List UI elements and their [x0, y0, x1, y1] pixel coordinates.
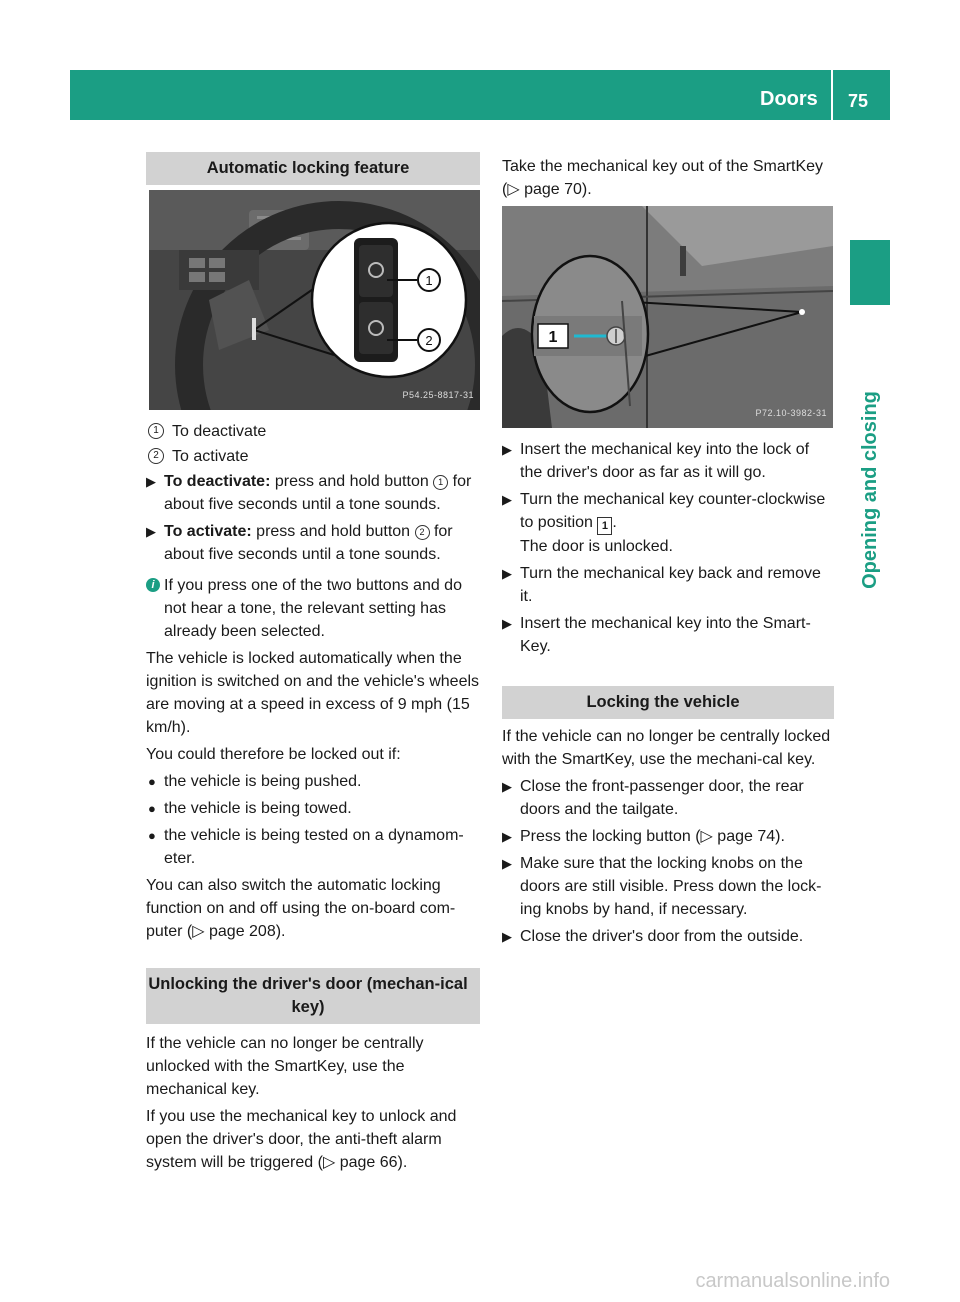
left-column-body — [146, 420, 480, 947]
section-heading-unlocking: Unlocking the driver's door (mechan-ical key) — [146, 968, 480, 1024]
step-arrow-icon: ▶ — [502, 856, 512, 871]
step-result: The door is unlocked. — [520, 538, 673, 555]
list-item: ● the vehicle is being tested on a dynamom-eter. — [146, 824, 480, 870]
section-heading-automatic-locking: Automatic locking feature — [146, 152, 480, 185]
section-heading-locking: Locking the vehicle — [502, 686, 834, 719]
step-arrow-icon: ▶ — [502, 829, 512, 844]
left-column — [146, 152, 480, 185]
paragraph: If you use the mechanical key to unlock and open the driver's door, the anti-theft alarm system will be triggered (▷ page 66). — [146, 1108, 457, 1171]
legend-item: 2 To activate — [146, 445, 480, 468]
photo-code: P72.10-3982-31 — [755, 408, 827, 418]
step-arrow-icon: ▶ — [502, 779, 512, 794]
side-tab-label: Opening and closing — [858, 391, 881, 589]
paragraph: Take the mechanical key out of the SmartKey (▷ page 70). — [502, 158, 824, 198]
instruction-step: ▶ Close the driver's door from the outside. — [502, 925, 834, 948]
photo-door-lock — [502, 206, 833, 428]
legend-item: 1 To deactivate — [146, 420, 480, 443]
legend-number: 2 — [148, 448, 164, 464]
instruction-step: ▶ To deactivate: press and hold button 1 for about five seconds until a tone sounds. — [146, 470, 480, 516]
inline-number: 1 — [433, 475, 448, 490]
step-arrow-icon: ▶ — [502, 442, 512, 457]
instruction-step: ▶ Insert the mechanical key into the lock of the driver's door as far as it will go. — [502, 438, 834, 484]
instruction-step: ▶ Insert the mechanical key into the Smart-Key. — [502, 612, 834, 658]
paragraph: You can also switch the automatic locking function on and off using the on-board com-puter (▷ page 208). — [146, 877, 456, 940]
section-title-doors: Doors — [760, 88, 818, 110]
list-item: ● the vehicle is being pushed. — [146, 770, 480, 793]
callout-1: 1 — [548, 329, 558, 346]
step-arrow-icon: ▶ — [502, 492, 512, 507]
right-column-steps — [502, 438, 834, 662]
instruction-step: ▶ Press the locking button (▷ page 74). — [502, 825, 834, 848]
photo-code: P54.25-8817-31 — [402, 390, 474, 400]
step-arrow-icon: ▶ — [502, 929, 512, 944]
inline-number: 2 — [415, 525, 430, 540]
bullet-icon: ● — [148, 828, 156, 843]
door-lock-illustration — [502, 206, 833, 428]
instruction-step: ▶ Make sure that the locking knobs on the doors are still visible. Press down the lock-ing knobs by hand, if necessary. — [502, 852, 834, 921]
position-box: 1 — [597, 517, 612, 535]
photo-steering-wheel-buttons — [149, 190, 480, 410]
step-arrow-icon: ▶ — [146, 524, 156, 539]
bullet-icon: ● — [148, 774, 156, 789]
watermark: carmanualsonline.info — [695, 1270, 890, 1292]
paragraph: If the vehicle can no longer be centrally unlocked with the SmartKey, use the mechanical key. — [146, 1035, 424, 1098]
steering-wheel-illustration — [149, 190, 480, 410]
info-icon: i — [146, 578, 160, 592]
step-arrow-icon: ▶ — [146, 474, 156, 489]
callout-1: 1 — [425, 273, 433, 288]
callout-2: 2 — [425, 333, 433, 348]
side-tab-block — [850, 240, 890, 305]
info-note: i If you press one of the two buttons and do not hear a tone, the relevant setting has already been selected. — [146, 574, 480, 643]
step-arrow-icon: ▶ — [502, 566, 512, 581]
list-item: ● the vehicle is being towed. — [146, 797, 480, 820]
page-number: 75 — [848, 91, 869, 111]
legend-number: 1 — [148, 423, 164, 439]
paragraph: If the vehicle can no longer be centrally locked with the SmartKey, use the mechani-cal key. — [502, 728, 831, 768]
instruction-step: ▶ To activate: press and hold button 2 for about five seconds until a tone sounds. — [146, 520, 480, 566]
bullet-icon: ● — [148, 801, 156, 816]
paragraph: The vehicle is locked automatically when the ignition is switched on and the vehicle's wheels are moving at a speed in excess of 9 mph (15 km/h). — [146, 650, 480, 736]
instruction-step: ▶ Turn the mechanical key back and remove it. — [502, 562, 834, 608]
right-column-section3 — [502, 686, 834, 952]
paragraph: You could therefore be locked out if: — [146, 746, 401, 763]
instruction-step: ▶ Turn the mechanical key counter-clockwise to position 1 . The door is unlocked. — [502, 488, 834, 558]
header-separator — [831, 70, 833, 120]
right-column — [502, 155, 834, 205]
instruction-step: ▶ Close the front-passenger door, the rear doors and the tailgate. — [502, 775, 834, 821]
step-arrow-icon: ▶ — [502, 616, 512, 631]
left-column-section2 — [146, 968, 480, 1178]
